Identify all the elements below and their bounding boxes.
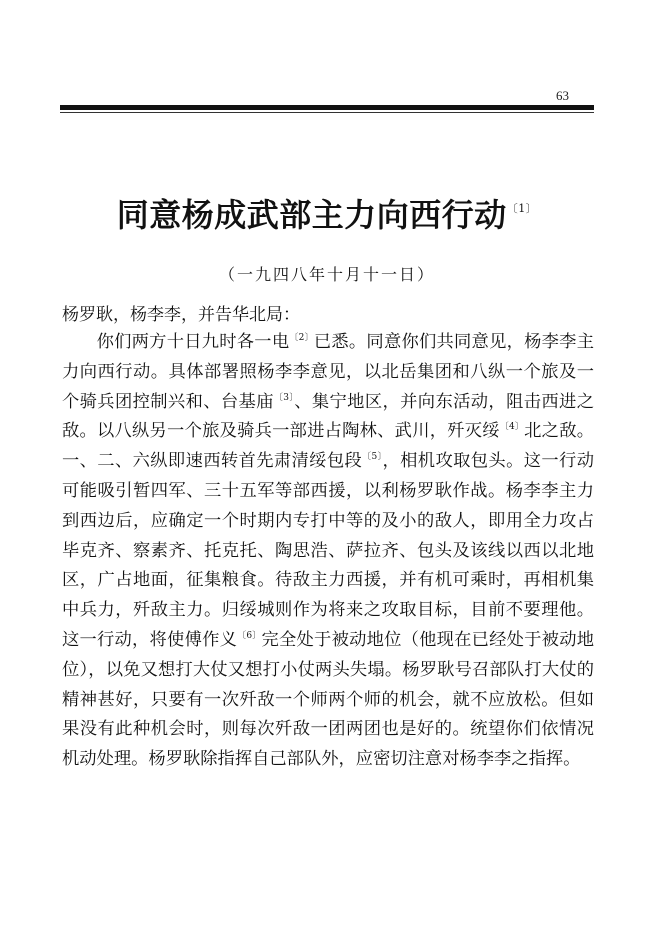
- footnote-marker-3: 〔3〕: [273, 392, 295, 403]
- addressee-line: 杨罗耿，杨李李，并告华北局：: [62, 305, 300, 325]
- body-segment-3: 、集宁地区，并向东活动，阻击西进之敌。以八纵另一个旅及骑兵一部进占陶林、武川，歼灭绥: [62, 391, 594, 442]
- body-segment-4: 北之敌。一、二、六纵即速西转首先肃清绥包段: [62, 421, 594, 472]
- body-segment-6: 完全处于被动地位（他现在已经处于被动地位），以免又想打大仗又想打小仗两头失塌。杨罗耿号召部队打大仗的精神甚好，只要有一次歼敌一个师两个师的机会，就不应放松。但如果没有此种机会时，则每次歼敌一团两团也是好的。统望你们依情况机动处理。杨罗耿除指挥自己部队外，应密切注意对杨李李之指挥。: [62, 629, 594, 770]
- document-date: （一九四八年十月十一日）: [218, 265, 435, 284]
- body-segment-5: ，相机攻取包头。这一行动可能吸引暂四军、三十五军等部西援，以利杨罗耿作战。杨李李主力到西边后，应确定一个时期内专打中等的及小的敌人，即用全力攻占毕克齐、察素齐、托克托、陶思浩、萨拉齐、包头及该线以西以北地区，广占地面，征集粮食。待敌主力西援，并有机可乘时，再相机集中兵力，歼敌主力。归绥城则作为将来之攻取目标，目前不要理他。这一行动，将使傅作义: [62, 451, 594, 650]
- title-text: 同意杨成武部主力向西行动: [116, 196, 507, 234]
- document-title: [60, 190, 594, 236]
- header-rule-thick: [60, 105, 594, 110]
- page-number: 63: [556, 88, 569, 103]
- footnote-marker-5: 〔5〕: [362, 452, 383, 463]
- footnote-marker-2: 〔2〕: [289, 333, 314, 343]
- title-footnote-marker: 〔1〕: [506, 202, 538, 215]
- body-segment-1: 你们两方十日九时各一电: [96, 332, 290, 352]
- body-paragraph: [62, 328, 594, 775]
- footnote-marker-6: 〔6〕: [237, 630, 262, 641]
- body-segment-2: 已悉。同意你们共同意见，杨李李主力向西行动。具体部署照杨李李意见，以北岳集团和八纵一个旅及一个骑兵团控制兴和、台基庙: [62, 332, 594, 412]
- header-rule-thin: [60, 112, 594, 113]
- footnote-marker-4: 〔4〕: [499, 422, 525, 433]
